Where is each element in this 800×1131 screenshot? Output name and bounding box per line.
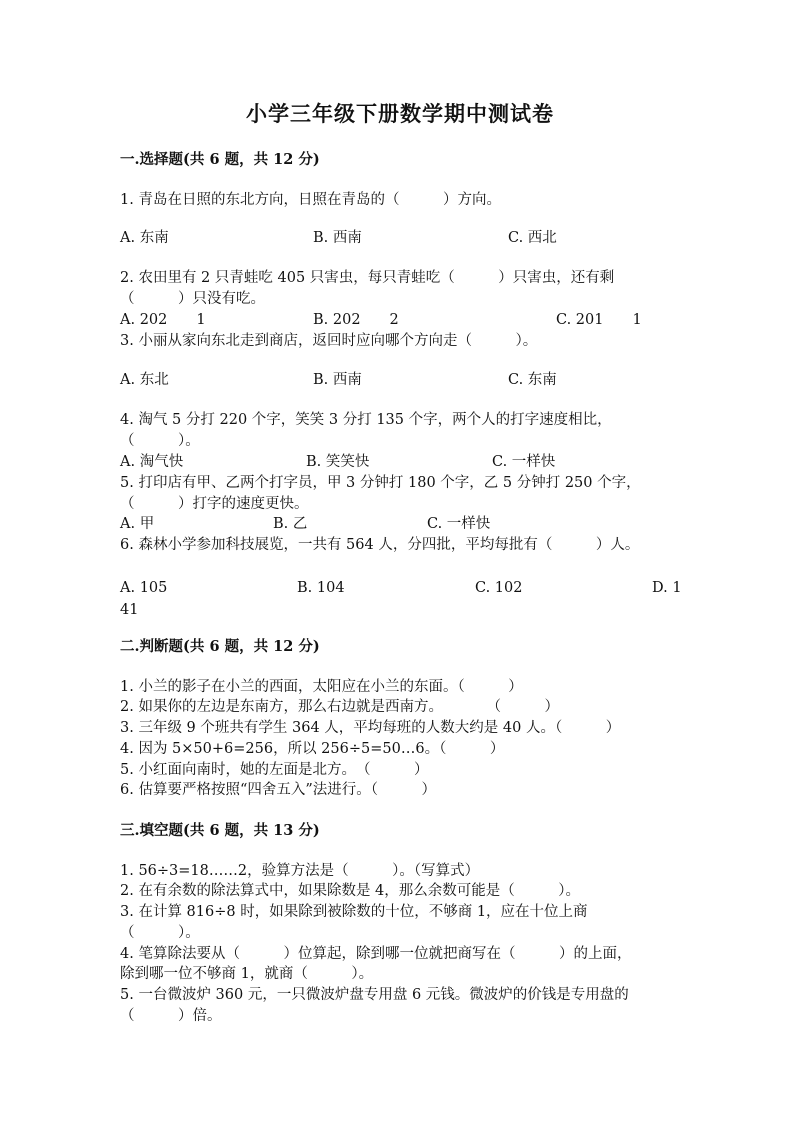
question-3: 3. 小丽从家向东北走到商店，返回时应向哪个方向走（ ）。 [120,333,538,349]
q6-option-d: D. 1 [652,580,682,596]
q4-option-b: B. 笑笑快 [306,454,370,470]
judge-item-2: 2. 如果你的左边是东南方，那么右边就是西南方。 （ ） [120,699,559,715]
question-2-line-1: 2. 农田里有 2 只青蛙吃 405 只害虫，每只青蛙吃（ ）只害虫，还有剩 [120,270,615,286]
section-heading-choice: 一.选择题(共 6 题，共 12 分) [120,151,320,168]
q6-option-a: A. 105 [120,580,168,596]
judge-item-4: 4. 因为 5×50+6=256，所以 256÷5=50…6。（ ） [120,741,505,757]
q2-option-b: B. 202 2 [313,312,399,328]
question-6: 6. 森林小学参加科技展览，一共有 564 人，分四批，平均每批有（ ）人。 [120,537,640,553]
question-4-line-1: 4. 淘气 5 分打 220 个字，笑笑 3 分打 135 个字，两个人的打字速度相比， [120,412,612,428]
fill-line-1: 1. 56÷3=18……2，验算方法是（ ）。（写算式） [120,863,480,879]
q5-option-a: A. 甲 [120,516,155,532]
section-heading-true-false: 二.判断题(共 6 题，共 12 分) [120,638,320,655]
question-2-line-2: （ ）只没有吃。 [120,291,265,307]
section-heading-fill-blank: 三.填空题(共 6 题，共 13 分) [120,822,320,839]
q2-option-a: A. 202 1 [120,312,206,328]
judge-item-5: 5. 小红面向南时，她的左面是北方。 （ ） [120,762,429,778]
q6-option-b: B. 104 [297,580,345,596]
judge-item-6: 6. 估算要严格按照“四舍五入”法进行。（ ） [120,782,437,798]
q1-option-c: C. 西北 [508,230,557,246]
q3-option-a: A. 东北 [120,372,169,388]
page-title: 小学三年级下册数学期中测试卷 [246,101,554,126]
q5-option-c: C. 一样快 [427,516,491,532]
question-5-line-2: （ ）打字的速度更快。 [120,496,309,512]
fill-line-8: （ ）倍。 [120,1008,222,1024]
judge-item-1: 1. 小兰的影子在小兰的西面，太阳应在小兰的东面。（ ） [120,679,523,695]
fill-line-3: 3. 在计算 816÷8 时，如果除到被除数的十位，不够商 1，应在十位上商 [120,904,588,920]
fill-line-7: 5. 一台微波炉 360 元，一只微波炉盘专用盘 6 元钱。微波炉的价钱是专用盘的 [120,987,629,1003]
question-1: 1. 青岛在日照的东北方向，日照在青岛的（ ）方向。 [120,192,501,208]
q5-option-b: B. 乙 [273,516,308,532]
question-5-line-1: 5. 打印店有甲、乙两个打字员，甲 3 分钟打 180 个字，乙 5 分钟打 250 个字， [120,475,641,491]
q4-option-c: C. 一样快 [492,454,556,470]
fill-line-6: 除到哪一位不够商 1，就商（ ）。 [120,966,374,982]
q6-option-c: C. 102 [475,580,523,596]
q2-option-c: C. 201 1 [556,312,642,328]
q1-option-a: A. 东南 [120,230,169,246]
judge-item-3: 3. 三年级 9 个班共有学生 364 人，平均每班的人数大约是 40 人。（ ） [120,720,621,736]
q1-option-b: B. 西南 [313,230,362,246]
q4-option-a: A. 淘气快 [120,454,184,470]
fill-line-5: 4. 笔算除法要从（ ）位算起，除到哪一位就把商写在（ ）的上面， [120,946,632,962]
q6-option-d-continued: 41 [120,602,139,618]
fill-line-4: （ ）。 [120,925,200,941]
q3-option-b: B. 西南 [313,372,362,388]
fill-line-2: 2. 在有余数的除法算式中，如果除数是 4，那么余数可能是（ ）。 [120,883,581,899]
q3-option-c: C. 东南 [508,372,557,388]
question-4-line-2: （ ）。 [120,433,200,449]
